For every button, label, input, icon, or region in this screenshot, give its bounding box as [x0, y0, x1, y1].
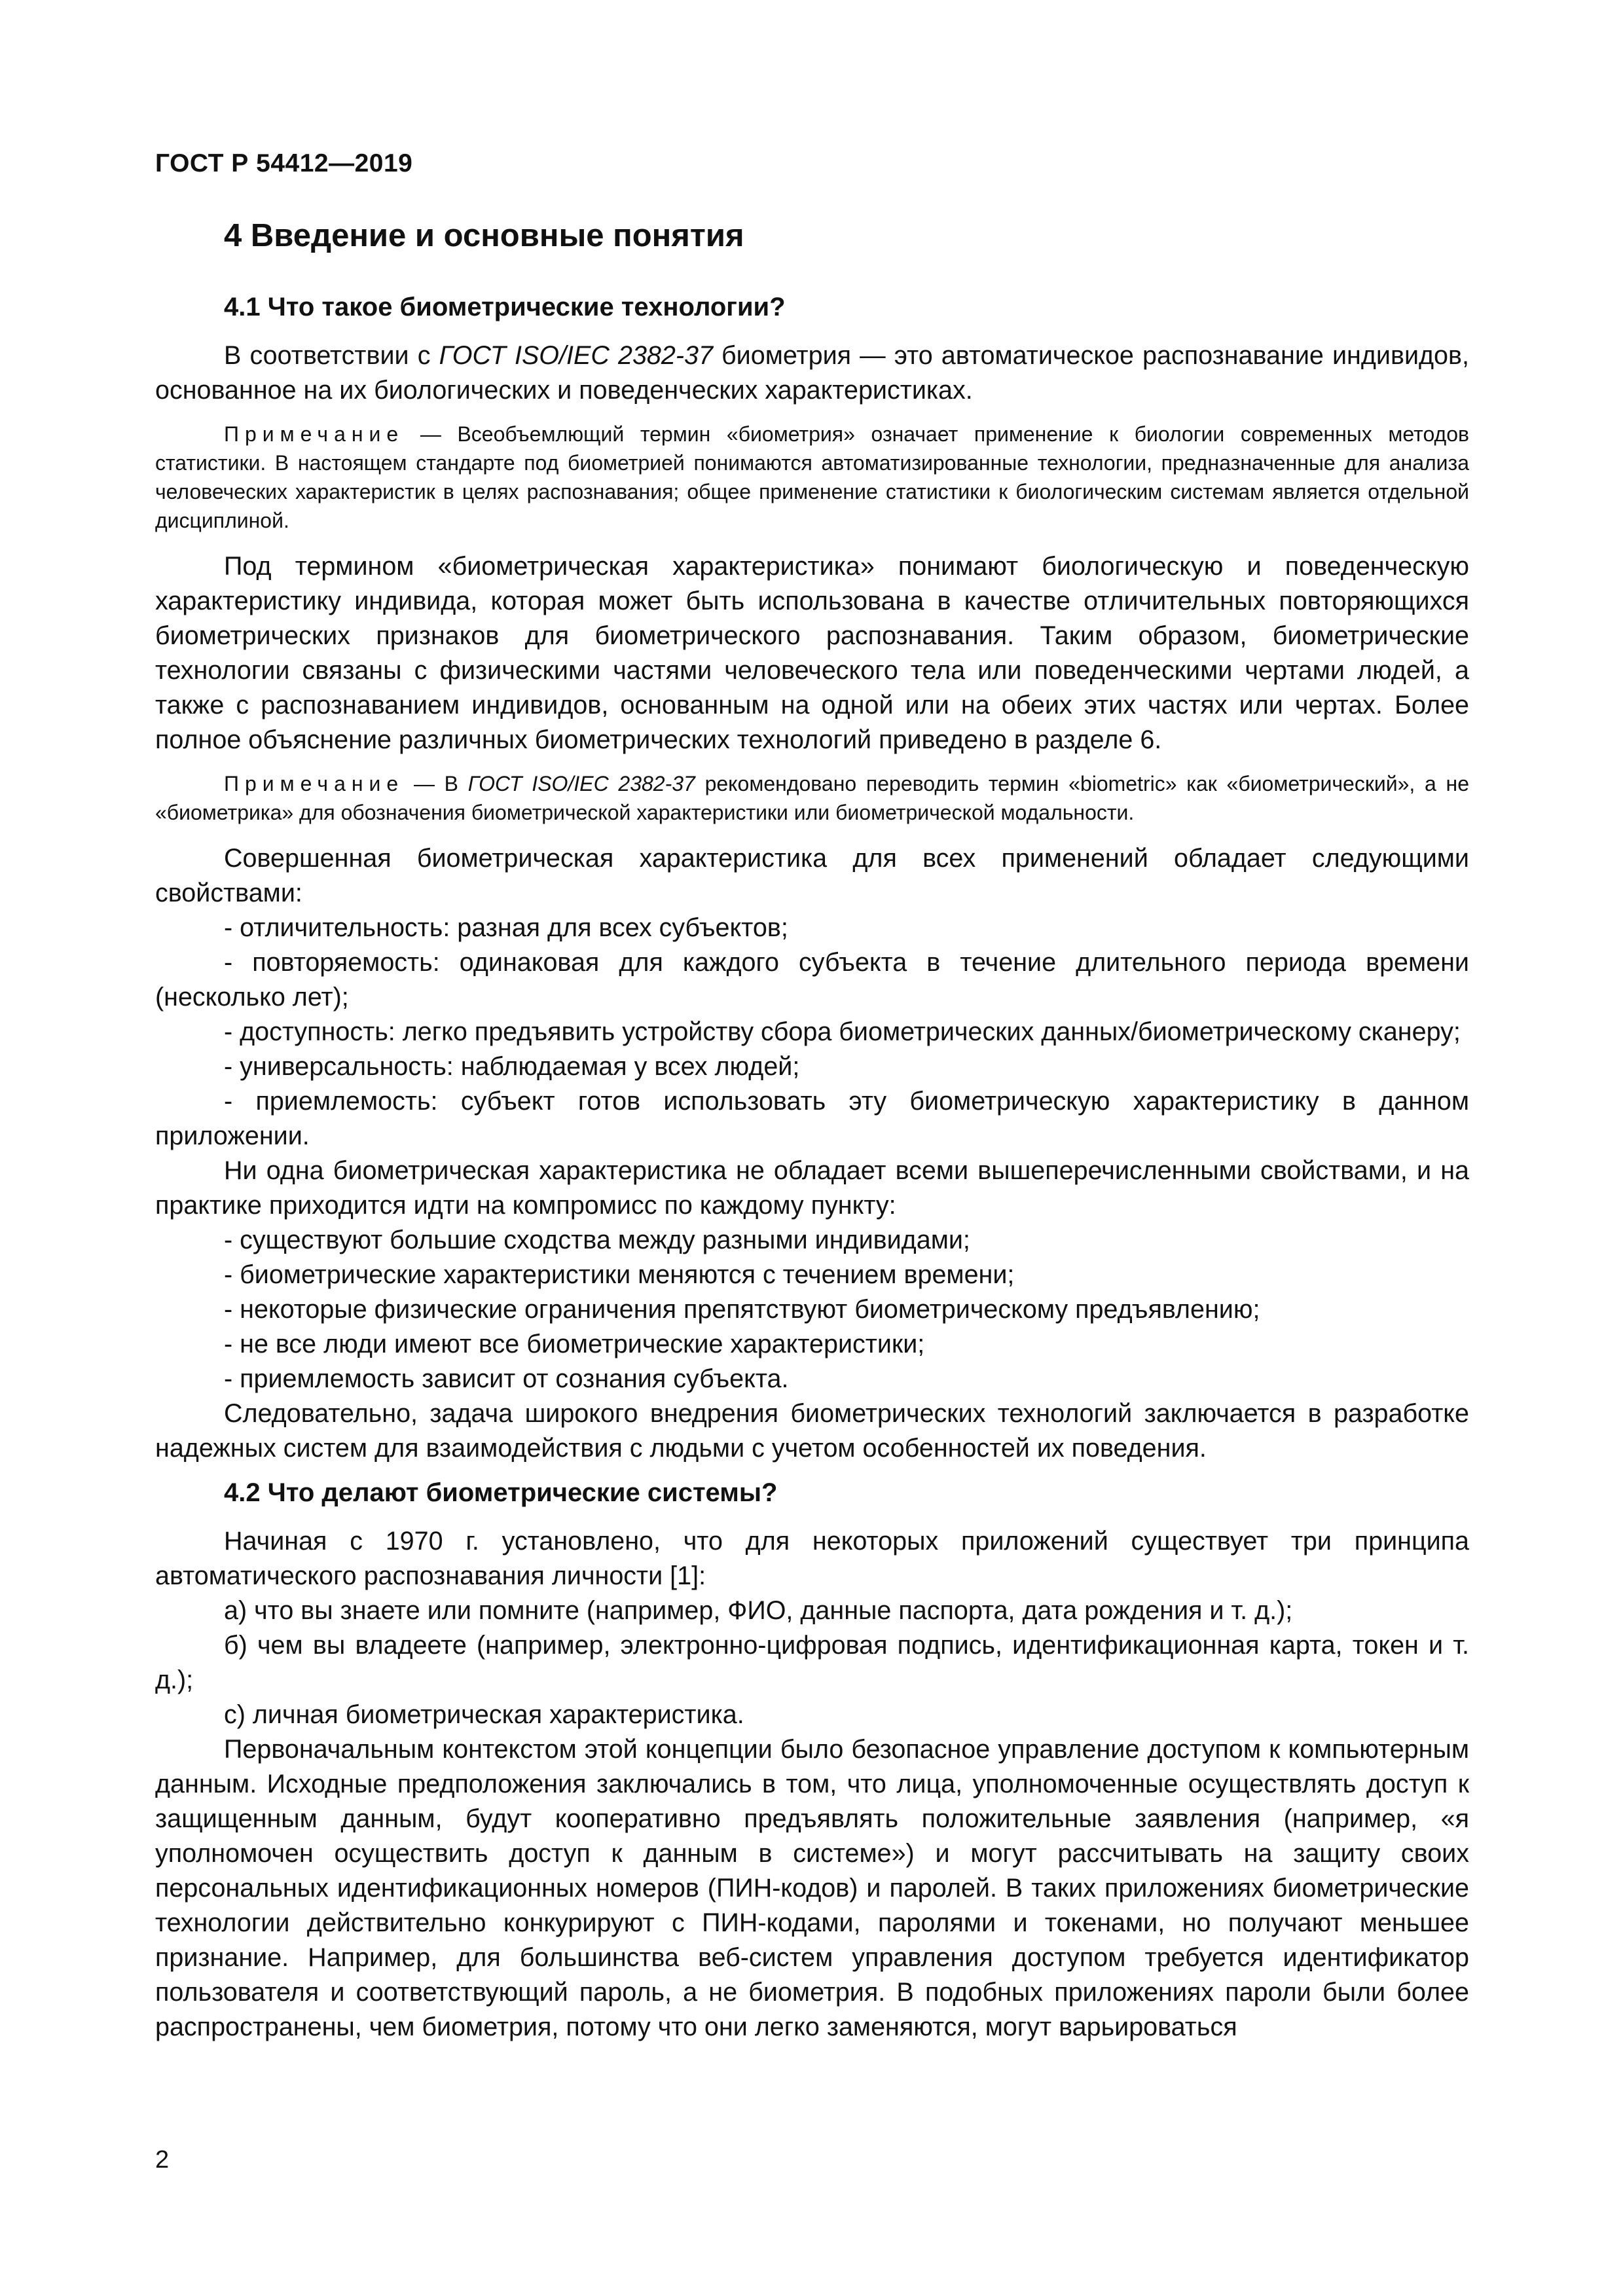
note-2: [155, 769, 1469, 827]
paragraph-biometrics-definition: [155, 338, 1469, 408]
note-text: — В: [404, 772, 468, 795]
subsection-title-4-2: 4.2 Что делают биометрические системы?: [224, 1478, 778, 1507]
paragraph-three-principles: Начиная с 1970 г. установлено, что для некоторых приложений существует три принципа автоматического распознавания личности [1]:: [155, 1527, 1469, 1590]
subsection-title-4-1: 4.1 Что такое биометрические технологии?: [224, 293, 786, 321]
list-item: - отличительность: разная для всех субъектов;: [224, 913, 788, 942]
list-item: - приемлемость зависит от сознания субъекта.: [224, 1364, 789, 1393]
note-label: Примечание: [224, 772, 405, 795]
standard-reference: ГОСТ ISO/IEC 2382-37: [439, 341, 713, 370]
list-item: - существуют большие сходства между разными индивидами;: [224, 1226, 970, 1254]
list-item: - приемлемость: субъект готов использовать эту биометрическую характеристику в данном приложении.: [155, 1087, 1469, 1150]
note-1: [155, 420, 1469, 535]
list-item: - универсальность: наблюдаемая у всех людей;: [224, 1052, 800, 1081]
text-run: биометрия — это автоматическое распознавание индивидов, основанное на их биологических и поведенческих характеристиках.: [155, 341, 1469, 405]
page-content: [155, 216, 1469, 2045]
note-text: рекомендовано переводить термин «biometric» как «биометрический», а не «биометрика» для обозначения биометрической характеристики или биометрической модальности.: [155, 772, 1470, 824]
list-item: с) личная биометрическая характеристика.: [224, 1700, 744, 1729]
section-title: 4 Введение и основные понятия: [224, 218, 744, 253]
paragraph-access-control: Первоначальным контекстом этой концепции было безопасное управление доступом к компьютерным данным. Исходные предположения заключались в том, что лица, уполномоченные осуществлять доступ к защищенным данным, будут кооперативно предъявлять положительные заявления (например, «я уполномочен осуществить доступ к данным в системе») и могут рассчитывать на защиту своих персональных идентификационных номеров (ПИН-кодов) и паролей. В таких приложениях биометрические технологии действительно конкурируют с ПИН-кодами, паролями и токенами, но получают меньшее признание. Например, для большинства веб-систем управления доступом требуется идентификатор пользователя и соответствующий пароль, а не биометрия. В подобных приложениях пароли были более распространены, чем биометрия, потому что они легко заменяются, могут варьироваться: [155, 1735, 1469, 2041]
list-item: б) чем вы владеете (например, электронно-цифровая подпись, идентификационная карта, токен и т. д.);: [155, 1631, 1469, 1694]
note-text: — Всеобъемлющий термин «биометрия» означает применение к биологии современных методов статистики. В настоящем стандарте под биометрией понимаются автоматизированные технологии, предназначенные для анализа человеческих характеристик в целях распознавания; общее применение статистики к биологическим системам является отдельной дисциплиной.: [155, 422, 1469, 532]
list-item: - некоторые физические ограничения препятствуют биометрическому предъявлению;: [224, 1295, 1260, 1324]
paragraph-compromise: Ни одна биометрическая характеристика не обладает всеми вышеперечисленными свойствами, и на практике приходится идти на компромисс по каждому пункту:: [155, 1156, 1469, 1220]
list-item: - доступность: легко предъявить устройству сбора биометрических данных/биометрическому сканеру;: [224, 1017, 1461, 1046]
list-item: - не все люди имеют все биометрические характеристики;: [224, 1330, 925, 1358]
paragraph-conclusion: Следовательно, задача широкого внедрения биометрических технологий заключается в разработке надежных систем для взаимодействия с людьми с учетом особенностей их поведения.: [155, 1399, 1469, 1463]
paragraph-perfect-characteristic: Совершенная биометрическая характеристика для всех применений обладает следующими свойствами:: [155, 844, 1469, 907]
paragraph-biometric-characteristic: Под термином «биометрическая характеристика» понимают биологическую и поведенческую характеристику индивида, которая может быть использована в качестве отличительных повторяющихся биометрических признаков для биометрического распознавания. Таким образом, биометрические технологии связаны с физическими частями человеческого тела или поведенческими чертами людей, а также с распознаванием индивидов, основанным на одной или на обеих этих частях или чертах. Более полное объяснение различных биометрических технологий приведено в разделе 6.: [155, 552, 1469, 754]
document-header: ГОСТ Р 54412—2019: [155, 149, 413, 177]
list-item: - повторяемость: одинаковая для каждого субъекта в течение длительного периода времени (несколько лет);: [155, 948, 1469, 1011]
list-item: а) что вы знаете или помните (например, ФИО, данные паспорта, дата рождения и т. д.);: [224, 1596, 1293, 1625]
page-number: 2: [155, 2146, 170, 2174]
note-label: Примечание: [224, 422, 405, 446]
list-item: - биометрические характеристики меняются с течением времени;: [224, 1260, 1015, 1289]
standard-reference: ГОСТ ISO/IEC 2382-37: [467, 772, 695, 795]
text-run: В соответствии с: [224, 341, 439, 370]
